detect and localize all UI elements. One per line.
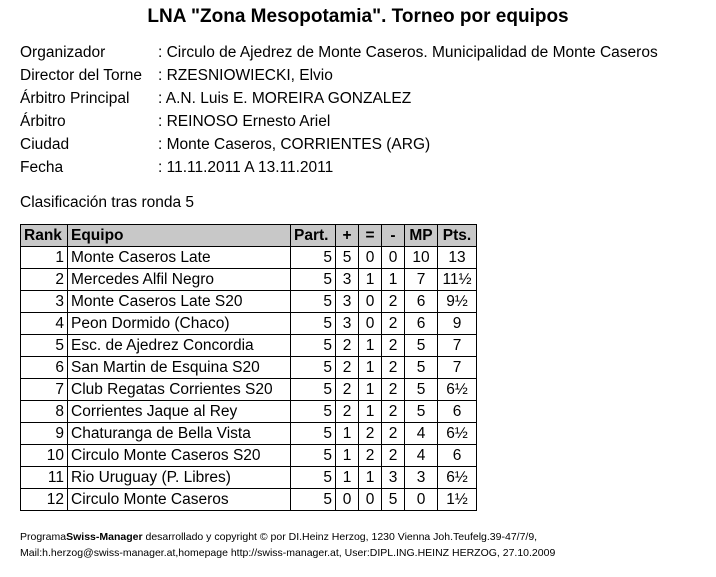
cell-draws: 1 bbox=[359, 401, 382, 423]
info-label: Árbitro Principal bbox=[20, 90, 130, 107]
cell-wins: 2 bbox=[336, 335, 359, 357]
footer bbox=[20, 529, 555, 561]
cell-team: Rio Uruguay (P. Libres) bbox=[68, 467, 291, 489]
table-row bbox=[21, 423, 477, 445]
footer-line-1 bbox=[20, 529, 555, 545]
cell-wins: 5 bbox=[336, 247, 359, 269]
table-row bbox=[21, 445, 477, 467]
cell-draws: 1 bbox=[359, 379, 382, 401]
info-value: : Monte Caseros, CORRIENTES (ARG) bbox=[158, 136, 431, 153]
cell-losses: 1 bbox=[382, 269, 405, 291]
cell-draws: 1 bbox=[359, 467, 382, 489]
cell-rank: 11 bbox=[21, 467, 68, 489]
cell-draws: 0 bbox=[359, 313, 382, 335]
cell-points: 9 bbox=[438, 313, 477, 335]
page-title: LNA "Zona Mesopotamia". Torneo por equipos bbox=[147, 6, 569, 27]
header-team: Equipo bbox=[68, 225, 291, 247]
cell-team: Club Regatas Corrientes S20 bbox=[68, 379, 291, 401]
cell-points: 11½ bbox=[438, 269, 477, 291]
cell-match-points: 10 bbox=[405, 247, 438, 269]
info-value: : A.N. Luis E. MOREIRA GONZALEZ bbox=[158, 90, 412, 107]
cell-match-points: 6 bbox=[405, 291, 438, 313]
info-label: Director del Torne bbox=[20, 67, 143, 84]
table-row bbox=[21, 379, 477, 401]
cell-rank: 1 bbox=[21, 247, 68, 269]
cell-losses: 2 bbox=[382, 313, 405, 335]
cell-wins: 3 bbox=[336, 269, 359, 291]
standings-table bbox=[20, 224, 477, 511]
cell-match-points: 5 bbox=[405, 335, 438, 357]
table-row bbox=[21, 291, 477, 313]
cell-rank: 6 bbox=[21, 357, 68, 379]
cell-losses: 2 bbox=[382, 291, 405, 313]
cell-points: 13 bbox=[438, 247, 477, 269]
cell-team: Circulo Monte Caseros S20 bbox=[68, 445, 291, 467]
footer-prefix: Programa bbox=[20, 531, 67, 543]
header-match-points: MP bbox=[405, 225, 438, 247]
footer-brand: Swiss-Manager bbox=[66, 531, 143, 543]
cell-part: 5 bbox=[291, 489, 336, 511]
cell-points: 1½ bbox=[438, 489, 477, 511]
cell-wins: 0 bbox=[336, 489, 359, 511]
cell-team: San Martin de Esquina S20 bbox=[68, 357, 291, 379]
cell-part: 5 bbox=[291, 291, 336, 313]
cell-rank: 4 bbox=[21, 313, 68, 335]
info-value: : Circulo de Ajedrez de Monte Caseros. Municipalidad de Monte Caseros bbox=[158, 44, 658, 61]
cell-losses: 2 bbox=[382, 379, 405, 401]
cell-draws: 0 bbox=[359, 489, 382, 511]
cell-team: Monte Caseros Late bbox=[68, 247, 291, 269]
cell-draws: 1 bbox=[359, 335, 382, 357]
cell-rank: 3 bbox=[21, 291, 68, 313]
cell-part: 5 bbox=[291, 269, 336, 291]
cell-part: 5 bbox=[291, 335, 336, 357]
cell-points: 6½ bbox=[438, 423, 477, 445]
table-row bbox=[21, 269, 477, 291]
info-label: Árbitro bbox=[20, 113, 66, 130]
cell-match-points: 4 bbox=[405, 445, 438, 467]
cell-points: 7 bbox=[438, 357, 477, 379]
cell-wins: 2 bbox=[336, 401, 359, 423]
cell-match-points: 5 bbox=[405, 357, 438, 379]
cell-losses: 2 bbox=[382, 357, 405, 379]
cell-rank: 12 bbox=[21, 489, 68, 511]
cell-draws: 1 bbox=[359, 269, 382, 291]
cell-part: 5 bbox=[291, 247, 336, 269]
table-row bbox=[21, 247, 477, 269]
cell-draws: 2 bbox=[359, 423, 382, 445]
header-rank: Rank bbox=[21, 225, 68, 247]
cell-match-points: 6 bbox=[405, 313, 438, 335]
cell-part: 5 bbox=[291, 357, 336, 379]
cell-wins: 2 bbox=[336, 379, 359, 401]
cell-losses: 2 bbox=[382, 335, 405, 357]
info-label: Fecha bbox=[20, 159, 64, 176]
cell-losses: 5 bbox=[382, 489, 405, 511]
cell-part: 5 bbox=[291, 445, 336, 467]
cell-points: 6 bbox=[438, 445, 477, 467]
cell-wins: 3 bbox=[336, 291, 359, 313]
cell-wins: 1 bbox=[336, 423, 359, 445]
cell-losses: 2 bbox=[382, 423, 405, 445]
table-row bbox=[21, 401, 477, 423]
cell-losses: 2 bbox=[382, 401, 405, 423]
cell-match-points: 5 bbox=[405, 379, 438, 401]
cell-wins: 1 bbox=[336, 445, 359, 467]
cell-wins: 3 bbox=[336, 313, 359, 335]
cell-draws: 1 bbox=[359, 357, 382, 379]
table-row bbox=[21, 357, 477, 379]
cell-team: Peon Dormido (Chaco) bbox=[68, 313, 291, 335]
cell-rank: 2 bbox=[21, 269, 68, 291]
cell-match-points: 4 bbox=[405, 423, 438, 445]
cell-part: 5 bbox=[291, 467, 336, 489]
cell-part: 5 bbox=[291, 423, 336, 445]
cell-team: Monte Caseros Late S20 bbox=[68, 291, 291, 313]
cell-points: 7 bbox=[438, 335, 477, 357]
cell-losses: 3 bbox=[382, 467, 405, 489]
cell-wins: 2 bbox=[336, 357, 359, 379]
cell-team: Corrientes Jaque al Rey bbox=[68, 401, 291, 423]
cell-points: 6½ bbox=[438, 467, 477, 489]
info-value: : REINOSO Ernesto Ariel bbox=[158, 113, 331, 130]
cell-match-points: 5 bbox=[405, 401, 438, 423]
cell-team: Esc. de Ajedrez Concordia bbox=[68, 335, 291, 357]
cell-part: 5 bbox=[291, 401, 336, 423]
table-row bbox=[21, 467, 477, 489]
table-row bbox=[21, 489, 477, 511]
cell-team: Mercedes Alfil Negro bbox=[68, 269, 291, 291]
cell-losses: 2 bbox=[382, 445, 405, 467]
cell-part: 5 bbox=[291, 379, 336, 401]
info-label: Ciudad bbox=[20, 136, 70, 153]
cell-team: Chaturanga de Bella Vista bbox=[68, 423, 291, 445]
header-part: Part. bbox=[291, 225, 336, 247]
cell-rank: 9 bbox=[21, 423, 68, 445]
cell-wins: 1 bbox=[336, 467, 359, 489]
cell-team: Circulo Monte Caseros bbox=[68, 489, 291, 511]
table-header-row bbox=[21, 225, 477, 247]
cell-points: 6½ bbox=[438, 379, 477, 401]
cell-draws: 0 bbox=[359, 247, 382, 269]
cell-rank: 7 bbox=[21, 379, 68, 401]
info-value: : RZESNIOWIECKI, Elvio bbox=[158, 67, 333, 84]
info-label: Organizador bbox=[20, 44, 106, 61]
cell-points: 9½ bbox=[438, 291, 477, 313]
table-row bbox=[21, 335, 477, 357]
cell-rank: 8 bbox=[21, 401, 68, 423]
header-losses: - bbox=[382, 225, 405, 247]
cell-draws: 0 bbox=[359, 291, 382, 313]
cell-draws: 2 bbox=[359, 445, 382, 467]
footer-line1-rest: desarrollado y copyright © por DI.Heinz Herzog, 1230 Vienna Joh.Teufelg.39-47/7/9, bbox=[142, 531, 538, 543]
cell-match-points: 0 bbox=[405, 489, 438, 511]
cell-match-points: 3 bbox=[405, 467, 438, 489]
footer-line-2: Mail:h.herzog@swiss-manager.at,homepage http://swiss-manager.at, User:DIPL.ING.HEINZ HERZOG, 27.10.2009 bbox=[20, 547, 556, 559]
cell-part: 5 bbox=[291, 313, 336, 335]
header-points: Pts. bbox=[438, 225, 477, 247]
cell-points: 6 bbox=[438, 401, 477, 423]
cell-rank: 5 bbox=[21, 335, 68, 357]
cell-rank: 10 bbox=[21, 445, 68, 467]
info-value: : 11.11.2011 A 13.11.2011 bbox=[158, 159, 334, 176]
header-draws: = bbox=[359, 225, 382, 247]
header-wins: + bbox=[336, 225, 359, 247]
cell-losses: 0 bbox=[382, 247, 405, 269]
cell-match-points: 7 bbox=[405, 269, 438, 291]
table-row bbox=[21, 313, 477, 335]
standings-subtitle: Clasificación tras ronda 5 bbox=[20, 194, 195, 211]
